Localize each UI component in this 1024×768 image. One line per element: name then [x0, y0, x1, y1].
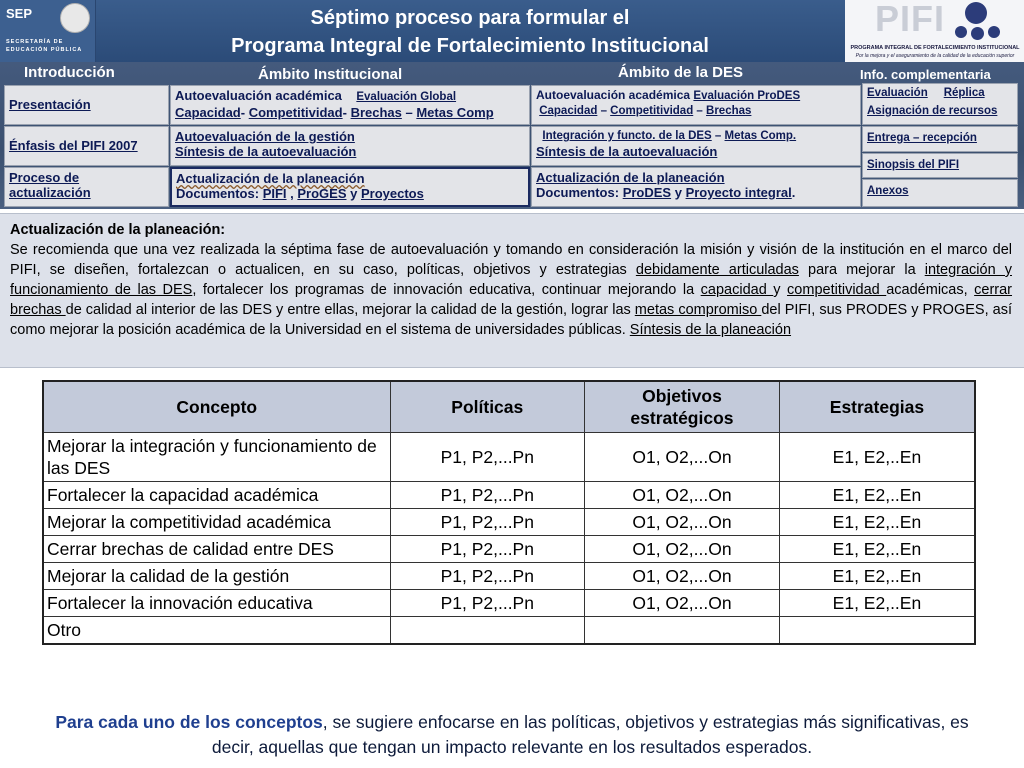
info-evaluacion-link[interactable]: Evaluación	[867, 87, 928, 99]
nav-presentacion-label: Presentación	[9, 97, 91, 112]
inst-autoeval-label: Autoevaluación académica	[175, 88, 342, 103]
table-row	[43, 590, 975, 617]
cell-politicas: P1, P2,...Pn	[390, 563, 585, 590]
nav-inst-autoevaluacion[interactable]: Autoevaluación académica Evaluación Global Capacidad- Competitividad- Brechas – Metas Comp	[170, 85, 530, 125]
page-title	[100, 4, 840, 60]
pifi-caption: PROGRAMA INTEGRAL DE FORTALECIMIENTO INSTITUCIONAL	[850, 45, 1020, 51]
nav-inst-gestion[interactable]	[170, 126, 530, 166]
panel-text: , fortalecer los programas de innovación educativa, continuar mejorando la	[192, 282, 701, 298]
sep-logo: SEP	[6, 6, 33, 21]
cell-estrategias: E1, E2,..En	[779, 433, 975, 482]
nav-info-sinopsis[interactable]	[862, 153, 1018, 178]
nav-inst-planeacion[interactable]: Actualización de la planeación Documentos: PIFI , ProGES y Proyectos	[170, 167, 530, 207]
des-documentos-label: Documentos:	[536, 185, 620, 200]
navigation-matrix	[0, 62, 1024, 209]
des-autoeval-label: Autoevaluación académica	[536, 88, 691, 102]
panel-text: y	[773, 282, 788, 298]
nav-info-anexos[interactable]	[862, 179, 1018, 207]
cell-objetivos: O1, O2,...On	[585, 590, 780, 617]
nav-enfasis[interactable]	[4, 126, 169, 166]
info-sinopsis-link[interactable]: Sinopsis del PIFI	[867, 159, 960, 171]
des-capacidad-link[interactable]: Capacidad	[539, 105, 598, 117]
description-text	[10, 220, 1012, 340]
inst-capacidad-link[interactable]: Capacidad	[175, 105, 241, 120]
cell-politicas	[390, 617, 585, 645]
title-line-2: Programa Integral de Fortalecimiento Institucional	[231, 35, 709, 57]
cell-politicas: P1, P2,...Pn	[390, 482, 585, 509]
footer-text: , se sugiere enfocarse en las políticas, objetivos y estrategias más significativas, es decir, aquellas que tengan un impacto relevante en los resultados esperados.	[211, 712, 969, 757]
nav-header-introduccion: Introducción	[24, 64, 115, 81]
link-debidamente-articuladas[interactable]: debidamente articuladas	[635, 262, 799, 278]
national-seal-icon	[60, 3, 90, 33]
des-planeacion-link[interactable]: Actualización de la planeación	[536, 170, 725, 185]
cell-objetivos: O1, O2,...On	[585, 433, 780, 482]
info-asignacion-link[interactable]: Asignación de recursos	[867, 105, 998, 117]
nav-des-integracion[interactable]: Integración y functo. de la DES – Metas Comp. Síntesis de la autoevaluación	[531, 126, 861, 166]
cell-concepto: Mejorar la competitividad académica	[43, 509, 390, 536]
cell-objetivos: O1, O2,...On	[585, 482, 780, 509]
info-anexos-link[interactable]: Anexos	[867, 185, 909, 197]
cell-politicas: P1, P2,...Pn	[390, 536, 585, 563]
cell-estrategias: E1, E2,..En	[779, 590, 975, 617]
cell-objetivos: O1, O2,...On	[585, 563, 780, 590]
table-row	[43, 617, 975, 645]
cell-objetivos	[585, 617, 780, 645]
panel-text: Se recomienda que una vez realizada la séptima fase de autoevaluación y tomando en consideración la misión y visión de la institución en el marco del PIFI, se diseñen, fortalezcan o actualicen, en su caso, políticas, objetivos y estrategias	[10, 242, 1012, 278]
inst-sintesis-link[interactable]: Síntesis de la autoevaluación	[175, 144, 357, 159]
pifi-logo: PIFI	[875, 0, 946, 39]
pifi-dot-icon	[971, 27, 984, 40]
pifi-dot-icon	[965, 2, 987, 24]
inst-pifi-link[interactable]: PIFI	[262, 186, 287, 201]
sep-logo-block	[0, 0, 96, 62]
inst-metas-link[interactable]: Metas Comp	[416, 105, 494, 120]
link-sintesis-planeacion[interactable]: Síntesis de la planeación	[629, 322, 792, 338]
des-proyecto-integral-link[interactable]: Proyecto integral	[685, 185, 792, 200]
table-header-row	[43, 381, 975, 433]
des-brechas-link[interactable]: Brechas	[706, 105, 752, 117]
pifi-dot-icon	[988, 26, 1000, 38]
info-entrega-link[interactable]: Entrega – recepción	[867, 132, 977, 144]
link-metas-compromiso[interactable]: metas compromiso	[634, 302, 762, 318]
link-integracion[interactable]: integración y funcionamiento de las DES	[10, 262, 1012, 298]
des-integracion-link[interactable]: Integración y functo. de la DES	[542, 130, 712, 142]
nav-header-info-complementaria: Info. complementaria	[860, 67, 991, 82]
panel-text: académicas,	[886, 282, 975, 298]
table-row	[43, 536, 975, 563]
des-prodes-link[interactable]: ProDES	[622, 185, 672, 200]
cell-politicas: P1, P2,...Pn	[390, 509, 585, 536]
des-evaluacion-prodes-link[interactable]: Evaluación ProDES	[693, 90, 801, 102]
des-metas-link[interactable]: Metas Comp.	[724, 130, 797, 142]
col-header-concepto: Concepto	[43, 381, 390, 433]
cell-estrategias	[779, 617, 975, 645]
cell-objetivos: O1, O2,...On	[585, 509, 780, 536]
nav-proceso-actualizacion[interactable]	[4, 167, 169, 207]
table-row	[43, 563, 975, 590]
link-cerrar-brechas[interactable]: cerrar brechas	[10, 282, 1013, 318]
panel-text: para mejorar la	[798, 262, 925, 278]
sep-caption: SECRETARÍA DE EDUCACIÓN PÚBLICA	[6, 39, 83, 53]
table-row	[43, 482, 975, 509]
inst-proyectos-link[interactable]: Proyectos	[360, 186, 424, 201]
panel-text: de calidad al interior de las DES y entre ellas, mejorar la calidad de la gestión, lograr las	[65, 302, 635, 318]
nav-header-ambito-des: Ámbito de la DES	[618, 64, 744, 81]
des-competitividad-link[interactable]: Competitividad	[610, 105, 694, 117]
inst-proges-link[interactable]: ProGES	[297, 186, 347, 201]
col-header-objetivos: Objetivos estratégicos	[585, 381, 780, 433]
description-panel	[0, 213, 1024, 368]
cell-estrategias: E1, E2,..En	[779, 563, 975, 590]
inst-planeacion-label: Actualización de la planeación	[176, 171, 365, 186]
nav-des-autoevaluacion[interactable]: Autoevaluación académica Evaluación ProDES Capacidad – Competitividad – Brechas	[531, 85, 861, 125]
nav-enfasis-label: Énfasis del PIFI 2007	[9, 138, 138, 153]
cell-concepto: Fortalecer la capacidad académica	[43, 482, 390, 509]
concepts-table	[42, 380, 976, 645]
cell-concepto: Mejorar la integración y funcionamiento de las DES	[43, 433, 390, 482]
cell-concepto: Fortalecer la innovación educativa	[43, 590, 390, 617]
table-row	[43, 433, 975, 482]
nav-proceso-label: Proceso de actualización	[9, 170, 91, 200]
pifi-dot-icon	[955, 26, 967, 38]
cell-estrategias: E1, E2,..En	[779, 536, 975, 563]
inst-brechas-link[interactable]: Brechas	[350, 105, 402, 120]
cell-concepto: Cerrar brechas de calidad entre DES	[43, 536, 390, 563]
pifi-logo-block	[845, 0, 1024, 62]
inst-competitividad-link[interactable]: Competitividad	[248, 105, 343, 120]
nav-info-evaluacion[interactable]	[862, 83, 1018, 125]
cell-politicas: P1, P2,...Pn	[390, 433, 585, 482]
nav-header-ambito-institucional: Ámbito Institucional	[258, 66, 403, 83]
panel-text: del PIFI, sus PRODES y PROGES, así como mejorar la posición académica de la Universidad en el sistema de universidades públicas.	[10, 302, 1012, 338]
nav-info-entrega[interactable]	[862, 126, 1018, 152]
info-replica-link[interactable]: Réplica	[943, 87, 985, 99]
cell-estrategias: E1, E2,..En	[779, 509, 975, 536]
link-capacidad[interactable]: capacidad	[700, 282, 774, 298]
des-sintesis-link[interactable]: Síntesis de la autoevaluación	[536, 144, 718, 159]
cell-objetivos: O1, O2,...On	[585, 536, 780, 563]
nav-des-planeacion[interactable]: Actualización de la planeación Documentos: ProDES y Proyecto integral.	[531, 167, 861, 207]
footer-note	[40, 710, 984, 760]
cell-concepto: Otro	[43, 617, 390, 645]
cell-politicas: P1, P2,...Pn	[390, 590, 585, 617]
inst-gestion-link[interactable]: Autoevaluación de la gestión	[175, 129, 355, 144]
inst-documentos-label: Documentos:	[176, 186, 260, 201]
header-bar	[0, 0, 1024, 62]
footer-bold: Para cada uno de los conceptos	[55, 712, 323, 732]
pifi-subcaption: Por la mejora y el aseguramiento de la calidad de la educación superior	[855, 53, 1015, 59]
cell-concepto: Mejorar la calidad de la gestión	[43, 563, 390, 590]
title-line-1: Séptimo proceso para formular el	[310, 7, 630, 29]
table-row	[43, 509, 975, 536]
link-competitividad[interactable]: competitividad	[787, 282, 887, 298]
col-header-politicas: Políticas	[390, 381, 585, 433]
cell-estrategias: E1, E2,..En	[779, 482, 975, 509]
panel-heading: Actualización de la planeación:	[10, 222, 226, 238]
inst-evaluacion-global-link[interactable]: Evaluación Global	[356, 91, 457, 103]
nav-presentacion[interactable]	[4, 85, 169, 125]
col-header-estrategias: Estrategias	[779, 381, 975, 433]
